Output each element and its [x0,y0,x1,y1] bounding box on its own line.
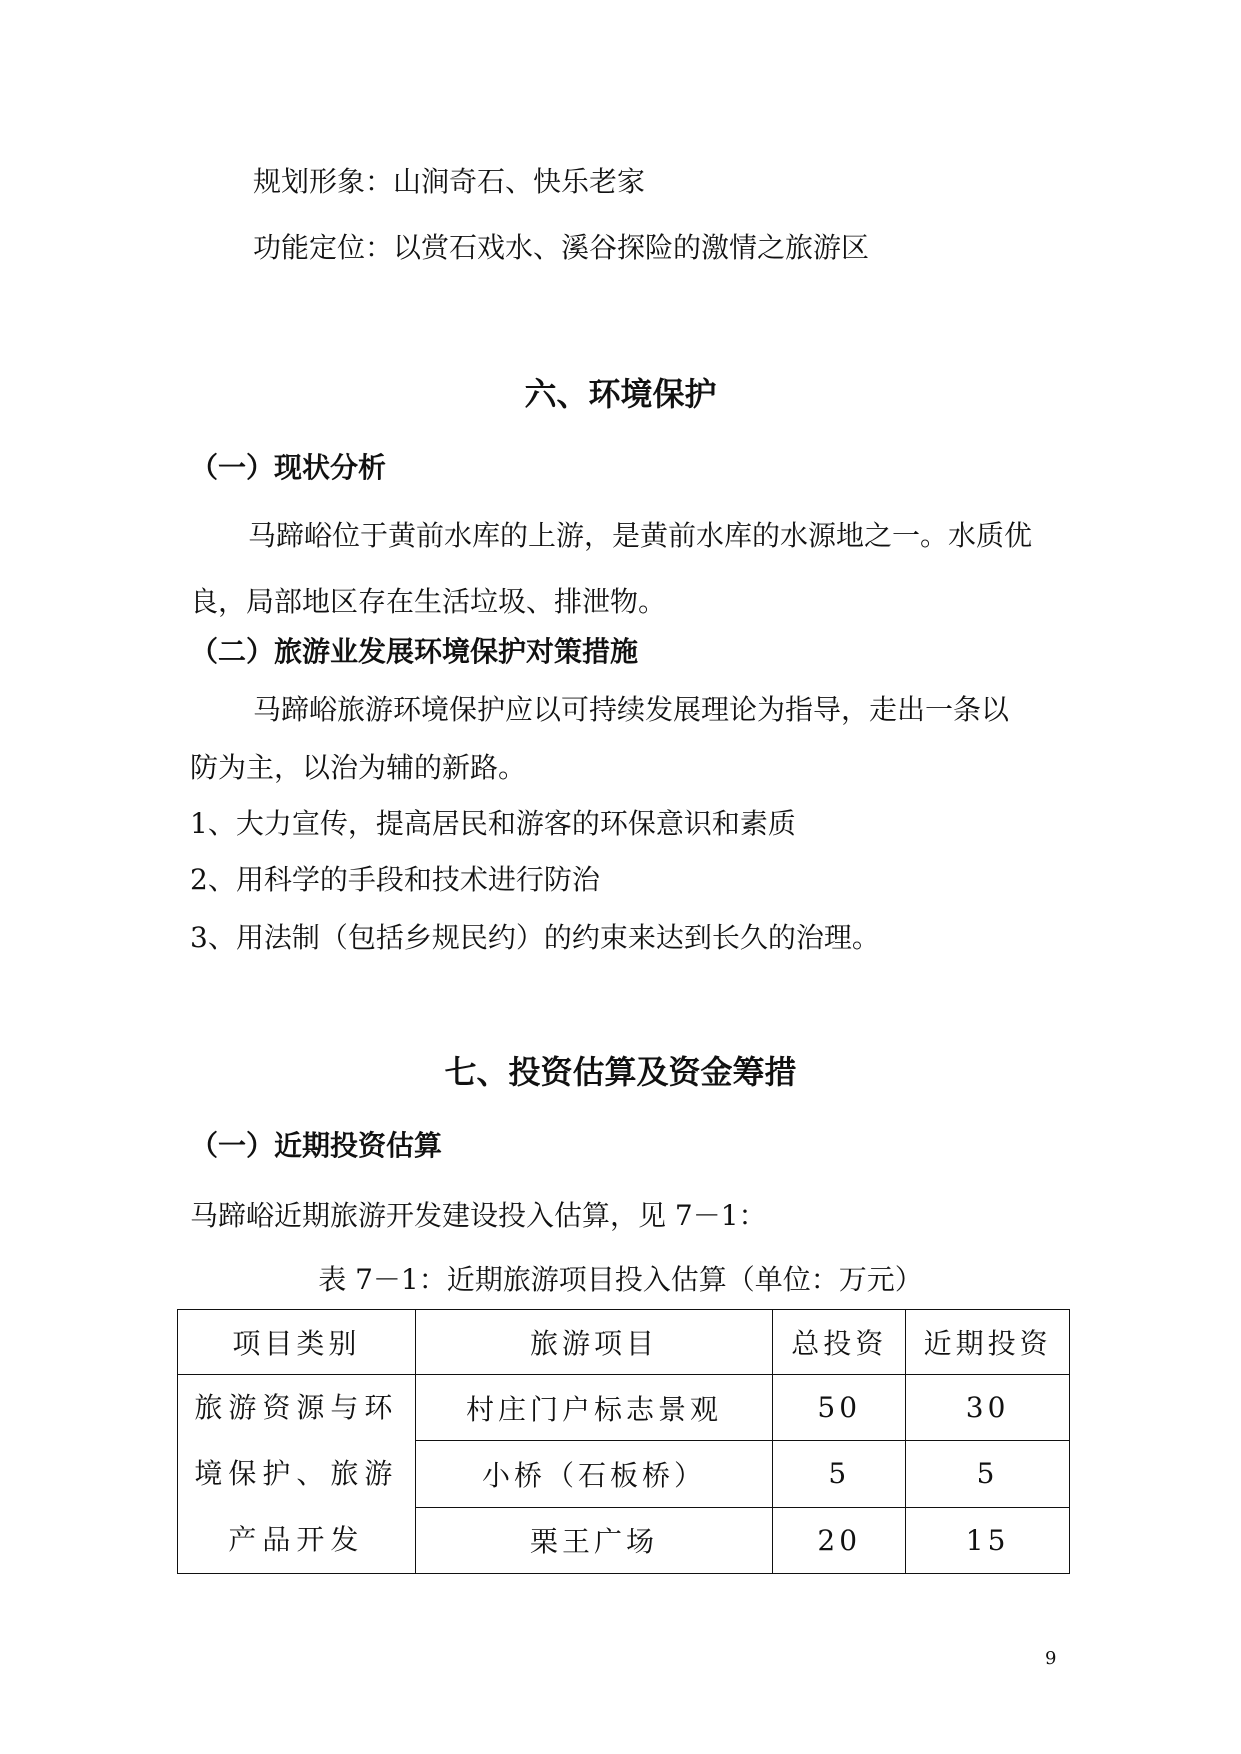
header-recent: 近期投资 [906,1310,1070,1375]
status-paragraph-line1: 马蹄峪位于黄前水库的上游，是黄前水库的水源地之一。水质优 [248,519,1033,552]
header-category: 项目类别 [178,1310,416,1375]
category-line-1: 旅游资源与环 [194,1391,399,1424]
function-position-line: 功能定位：以赏石戏水、溪谷探险的激情之旅游区 [253,231,870,264]
investment-table [177,1309,1070,1574]
category-line-2: 境保护、旅游 [194,1457,399,1490]
project-cell: 小桥（石板桥） [415,1441,773,1507]
category-line-3: 产品开发 [228,1523,365,1556]
project-cell: 村庄门户标志景观 [415,1375,773,1441]
status-paragraph-line2: 良，局部地区存在生活垃圾、排泄物。 [190,585,667,618]
section6-title: 六、环境保护 [524,375,717,413]
section7-sub1-title: （一）近期投资估算 [190,1129,443,1162]
investment-paragraph: 马蹄峪近期旅游开发建设投入估算，见 7－1： [190,1199,767,1232]
recent-cell: 15 [906,1507,1070,1573]
planning-image-line: 规划形象：山涧奇石、快乐老家 [253,165,646,198]
measures-paragraph-line1: 马蹄峪旅游环境保护应以可持续发展理论为指导，走出一条以 [253,693,1010,726]
measure-item-3: 3、用法制（包括乡规民约）的约束来达到长久的治理。 [190,921,880,954]
page-number: 9 [1045,1648,1057,1669]
measure-item-1: 1、大力宣传，提高居民和游客的环保意识和素质 [190,807,796,840]
section7-title: 七、投资估算及资金筹措 [444,1053,797,1091]
recent-cell: 5 [906,1441,1070,1507]
header-total: 总投资 [773,1310,906,1375]
measure-item-2: 2、用科学的手段和技术进行防治 [190,863,600,896]
total-cell: 20 [773,1507,906,1573]
header-project: 旅游项目 [415,1310,773,1375]
measures-paragraph-line2: 防为主，以治为辅的新路。 [190,751,527,784]
total-cell: 50 [773,1375,906,1441]
table-row [178,1375,1070,1441]
recent-cell: 30 [906,1375,1070,1441]
total-cell: 5 [773,1441,906,1507]
table-header-row [178,1310,1070,1375]
section6-sub2-title: （二）旅游业发展环境保护对策措施 [190,635,639,668]
table-caption: 表 7－1：近期旅游项目投入估算（单位：万元） [318,1263,923,1296]
category-cell [178,1375,416,1574]
project-cell: 栗王广场 [415,1507,773,1573]
section6-sub1-title: （一）现状分析 [190,451,387,484]
